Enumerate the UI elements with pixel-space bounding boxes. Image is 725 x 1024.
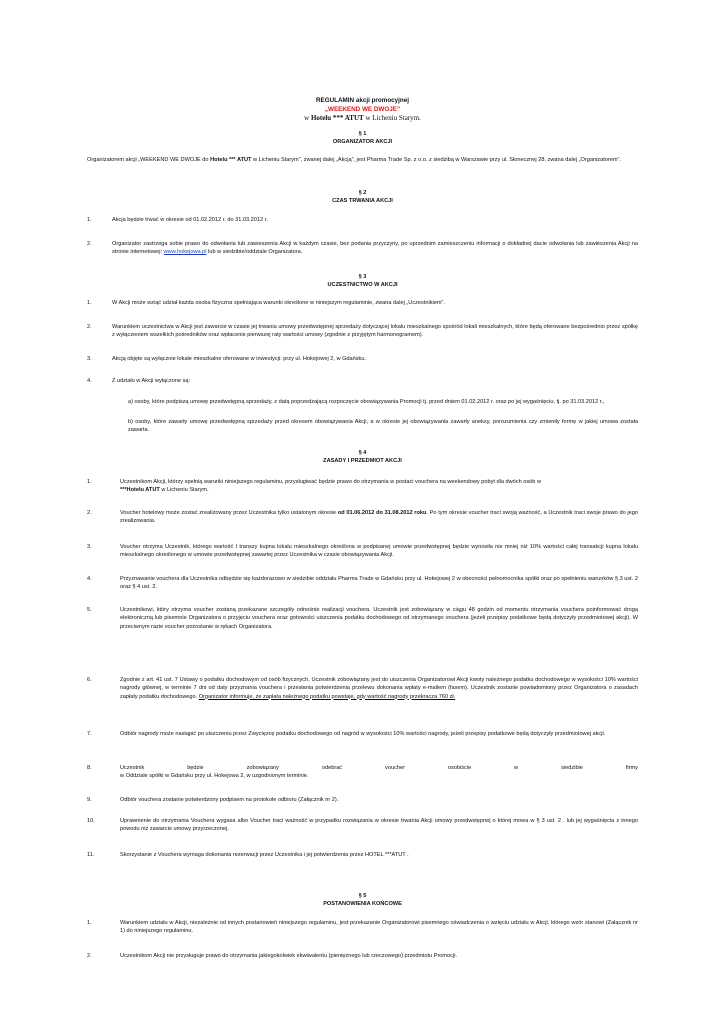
s4-item-1: Uczestnikom Akcji, którzy spełnią warunki niniejszego regulaminu, przysługiwać będzie prawo do otrzymania w postaci vouchera na weekendowy pobyt dla dwóch osób w ***Hotelu ATUT w Licheniu Starym.	[120, 479, 541, 494]
s4-item-1-number: 1.	[87, 479, 92, 485]
s4-item-5-number: 5.	[87, 607, 92, 613]
section-1-heading: § 1 ORGANIZATOR AKCJI	[332, 131, 393, 145]
s4-item-3-number: 3.	[87, 544, 92, 550]
section-5-heading: § 5 POSTANOWIENIA KOŃCOWE	[323, 893, 402, 907]
s3-sub-b: b) osoby, które zawarły umowę przedwstępną sprzedaży przed okresem obowiązywania Akcji, a w okresie jej obowiązywania zawarły aneksy, porozumienia czy zmieniły formę w jakiej umowa została zawarta.	[128, 419, 638, 434]
s4-item-11-number: 11.	[87, 852, 95, 858]
section-3-heading: § 3 UCZESTNICTWO W AKCJI	[327, 274, 398, 288]
s4-item-8-number: 8.	[87, 765, 92, 771]
s4-item-5: Uczestnikowi, który otrzyma voucher zostaną przekazane szczegóły odnośnie realizacji vouchera. Uczestnik jest zobowiązany w ciągu 48 godzin od momentu otrzymania vouchera poinformować drogą elektroniczną lub pisemnie Organizatora o przyjęciu vouchera oraz gotowości uiszczenia podatku dochodowego od otrzymanego vouchera (jeżeli przepisy podatkowe będą dotyczyły przedmiotowej akcji). W przeciwnym razie voucher pozostanie w rękach Organizatora.	[120, 607, 638, 630]
website-link[interactable]: www.hokejowa.pl	[163, 249, 207, 256]
s4-item-8: Uczestnik będzie zobowiązany odebrać voucher osobiście w siedzibie firmy w Oddziale spółki w Gdańsku przy ul. Hokejowa 2, w uzgodnionym terminie.	[120, 765, 638, 780]
s4-item-3: Voucher otrzyma Uczestnik, którego wartość I transzy kupna lokalu mieszkalnego określona w podpisanej umowie przedwstępnej będzie wynosiła nie mniej niż 10% wartości całej transakcji kupna lokalu mieszkalnego określonego w umowie przedwstępnej zawartej przez Uczestnika w czasie obowiązywania Akcji.	[120, 544, 638, 559]
s4-item-6: Zgodnie z art. 41 ust. 7 Ustawy o podatku dochodowym od osób fizycznych, Uczestnik zobowiązany jest do uiszczenia Organizatorowi Akcji kwoty należnego podatku dochodowego w wysokości 10% wartości nagrody głównej, w terminie 7 dni od daty przyznania vouchera i przesłania potwierdzenia przelewu dokonania wpłaty e-mailem (faxem). Uczestnik zostanie powiadomiony przez Organizatora o zasadach zapłaty podatku dochodowego. Organizator informuje, że zapłata należnego podatku powstaje, gdy wartość nagrody przekracza 760 zł.	[120, 677, 638, 700]
s2-item-1-number: 1.	[87, 217, 92, 223]
s4-item-4: Przyznawanie vouchera dla Uczestnika odbędzie się każdorazowo w siedzibie oddziału Pharma Trade w Gdańsku przy ul. Hokejowej 2 w obecności pełnomocnika spółki oraz po spełnieniu warunków § 3 ust. 2 oraz § 4 ust. 2.	[120, 576, 638, 591]
tax-notice: Organizator informuje, że zapłata należnego podatku powstaje, gdy wartość nagrody przekracza 760 zł.	[198, 693, 456, 700]
document-title: REGULAMIN akcji promocyjnej	[315, 97, 410, 104]
location-line: w Hotelu *** ATUT w Licheniu Starym.	[304, 114, 421, 122]
s4-item-9-number: 9.	[87, 797, 92, 803]
s3-item-4-number: 4.	[87, 378, 92, 384]
section-2-heading: § 2 CZAS TRWANIA AKCJI	[332, 190, 393, 204]
s3-item-1: W Akcji może wziąć udział każda osoba fizyczna spełniająca warunki określone w niniejszym regulaminie, zwana dalej „Uczestnikiem”.	[112, 300, 445, 306]
s5-item-1-number: 1.	[87, 920, 92, 926]
s4-item-4-number: 4.	[87, 576, 92, 582]
s4-item-7: Odbiór nagrody może nastąpić po uiszczeniu przez Zwycięzcę podatku dochodowego od nagród w wysokości 10% wartości nagrody, jeżeli przepisy podatkowe będą dotyczyły przedmiotowej akcji.	[120, 731, 606, 737]
s4-item-10-number: 10.	[87, 818, 95, 824]
s3-item-3: Akcją objęte są wyłącznie lokale mieszkalne oferowane w inwestycji: przy ul. Hokejowej 2, w Gdańsku.	[112, 356, 367, 362]
hotel-name: Hotelu *** ATUT	[310, 114, 364, 122]
s2-item-1: Akcja będzie trwać w okresie od 01.02.2012 r. do 31.03.2012 r.	[112, 217, 268, 223]
s4-item-2-number: 2.	[87, 510, 92, 516]
s3-item-3-number: 3.	[87, 356, 92, 362]
s3-item-1-number: 1.	[87, 300, 92, 306]
s2-item-2: Organizator zastrzega sobie prawo do odwołania lub zawieszenia Akcji w każdym czasie, bez podania przyczyny, po uprzednim zamieszczeniu informacji o dokładnej dacie odwołania lub zawieszenia Akcji na stronie internetowej: www.hokejowa.pl lub w siedzibie/oddziale Organizatora.	[112, 241, 638, 256]
section-4-heading: § 4 ZASADY I PRZEDMIOT AKCJI	[323, 450, 402, 464]
s5-item-1: Warunkiem udziału w Akcji, niezależnie od innych postanowień niniejszego regulaminu, jest przekazanie Organizatorowi pisemnego oświadczenia o wzięciu udziału w Akcji, którego wzór stanowi (Załącznik nr 1) do niniejszego regulaminu.	[120, 920, 638, 935]
s2-item-2-number: 2.	[87, 241, 92, 247]
s3-item-2: Warunkiem uczestnictwa w Akcji jest zawarcie w czasie jej trwania umowy przedwstępnej sprzedaży dotyczącej lokalu mieszkalnego spośród lokali mieszkalnych, które będą oferowane bezpośrednio przez spółkę z wyłączeniem wszelkich pośredników oraz wpłacenie pierwszej raty wartości umowy (zgodnie z przyjętym harmonogramem).	[112, 324, 638, 339]
section-1-text: Organizatorem akcji „WEEKEND WE DWOJE do Hotelu *** ATUT w Licheniu Starym”, zwanej dalej „Akcją”, jest Pharma Trade Sp. z o.o. z siedzibą w Warszawie przy ul. Słonecznej 28, zwana dalej „Organizatorem”.	[87, 157, 621, 163]
s4-item-2: Voucher hotelowy może zostać zrealizowany przez Uczestnika tylko ustalonym okresie od 01.06.2012 do 31.08.2012 roku. Po tym okresie voucher traci swoją ważność, a Uczestnik traci swoje prawo do jego zrealizowania.	[120, 510, 638, 525]
s4-item-7-number: 7.	[87, 731, 92, 737]
s4-item-11: Skorzystanie z Vouchera wymaga dokonania rezerwacji przez Uczestnika i jej potwierdzenia przez HOTEL ***ATUT .	[120, 852, 409, 858]
promo-name: „WEEKEND WE DWOJE”	[324, 105, 401, 113]
document-header	[0, 97, 725, 123]
s4-item-9: Odbiór vouchera zostanie potwierdzony podpisem na protokole odbioru (Załącznik nr 2).	[120, 797, 339, 803]
s3-sub-a: a) osoby, które podpiszą umowę przedwstępną sprzedaży, z datą poprzedzającą rozpoczęcie obowiązywania Promocji tj. przed dniem 01.02.2012 r. oraz po jej wygaśnięciu, tj. po 31.03.2012 r.,	[128, 399, 605, 405]
s4-item-6-number: 6.	[87, 677, 92, 683]
s5-item-2: Uczestnikom Akcji nie przysługuje prawo do otrzymania jakiegokolwiek ekwiwalentu (pieniężnego lub rzeczowego) przedmiotu Promocji.	[120, 953, 458, 959]
s4-item-8-line-1: Uczestnik będzie zobowiązany odebrać voucher osobiście w siedzibie firmy	[120, 765, 638, 771]
s4-item-10: Uprawnienie do otrzymania Vouchera wygasa albo Voucher traci ważność w przypadku rozwiązania w okresie trwania Akcji umowy przedwstępnej o której mowa w § 3 ust. 2 . lub jej wygaśnięcia z innego powodu niż zawarcie umowy przyrzeczonej.	[120, 818, 638, 833]
s5-item-2-number: 2.	[87, 953, 92, 959]
s3-item-2-number: 2.	[87, 324, 92, 330]
s3-item-4: Z udziału w Akcji wyłączone są:	[112, 378, 191, 384]
